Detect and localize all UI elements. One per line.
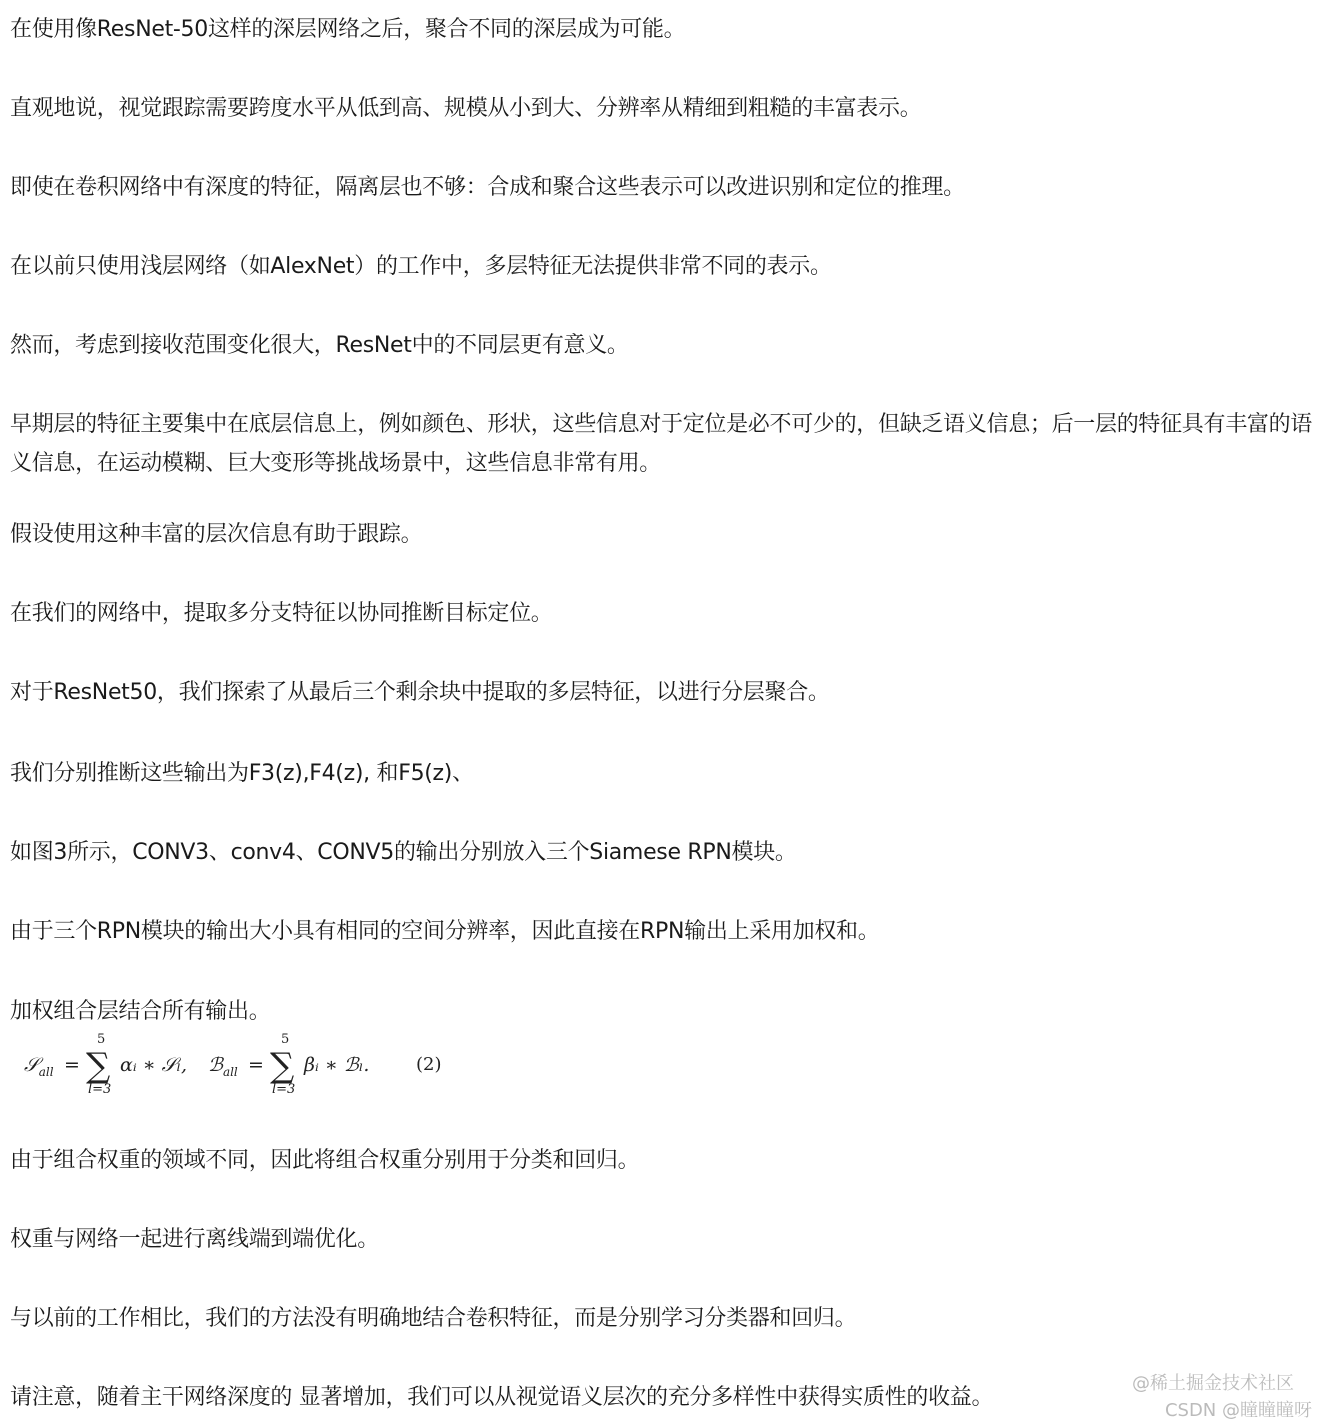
s-term: αᵢ ∗ 𝒮ₗ, xyxy=(120,1054,188,1076)
paragraph: 在使用像ResNet-50这样的深层网络之后，聚合不同的深层成为可能。 xyxy=(10,17,686,42)
sigma-icon: ∑ xyxy=(86,1046,111,1086)
watermark-juejin: @稀土掘金技术社区 xyxy=(1132,1373,1294,1394)
paragraph: 如图3所示，CONV3、conv4、CONV5的输出分别放入三个Siamese RPN模块。 xyxy=(10,840,797,865)
equation-2 xyxy=(24,1032,464,1102)
paragraph: 与以前的工作相比，我们的方法没有明确地结合卷积特征，而是分别学习分类器和回归。 xyxy=(10,1306,857,1331)
s-all-symbol: 𝒮$_{all}$ xyxy=(24,1054,54,1079)
paragraph: 对于ResNet50，我们探索了从最后三个剩余块中提取的多层特征，以进行分层聚合。 xyxy=(10,680,830,705)
equals-sign: = xyxy=(248,1054,264,1076)
sum-lower-limit: l=3 xyxy=(272,1082,296,1097)
equals-sign: = xyxy=(64,1054,80,1076)
paragraph: 假设使用这种丰富的层次信息有助于跟踪。 xyxy=(10,522,423,547)
paragraph: 由于组合权重的领域不同，因此将组合权重分别用于分类和回归。 xyxy=(10,1148,640,1173)
paragraph: 然而，考虑到接收范围变化很大，ResNet中的不同层更有意义。 xyxy=(10,333,629,358)
paragraph: 请注意，随着主干网络深度的 显著增加，我们可以从视觉语义层次的充分多样性中获得实质性的收益。 xyxy=(10,1385,994,1410)
paragraph: 在我们的网络中，提取多分支特征以协同推断目标定位。 xyxy=(10,601,553,626)
paragraph: 在以前只使用浅层网络（如AlexNet）的工作中，多层特征无法提供非常不同的表示。 xyxy=(10,254,832,279)
paragraph: 加权组合层结合所有输出。 xyxy=(10,999,271,1024)
paragraph: 权重与网络一起进行离线端到端优化。 xyxy=(10,1227,379,1252)
equation-number: (2) xyxy=(416,1054,442,1075)
paragraph: 即使在卷积网络中有深度的特征，隔离层也不够：合成和聚合这些表示可以改进识别和定位的推理。 xyxy=(10,175,965,200)
b-term: βᵢ ∗ ℬₗ. xyxy=(304,1054,370,1076)
watermark-csdn: CSDN @瞳瞳瞳呀 xyxy=(1164,1400,1312,1421)
sum-upper-limit: 5 xyxy=(281,1032,290,1047)
paragraph: 由于三个RPN模块的输出大小具有相同的空间分辨率，因此直接在RPN输出上采用加权和。 xyxy=(10,919,880,944)
sum-lower-limit: l=3 xyxy=(88,1082,112,1097)
b-all-symbol: ℬ$_{all}$ xyxy=(208,1054,238,1079)
sigma-icon: ∑ xyxy=(270,1046,295,1086)
paragraph: 早期层的特征主要集中在底层信息上，例如颜色、形状，这些信息对于定位是必不可少的，但缺乏语义信息；后一层的特征具有丰富的语义信息，在运动模糊、巨大变形等挑战场景中，这些信息非常有用。 xyxy=(10,412,1313,476)
paragraph: 直观地说，视觉跟踪需要跨度水平从低到高、规模从小到大、分辨率从精细到粗糙的丰富表示。 xyxy=(10,96,922,121)
sum-upper-limit: 5 xyxy=(97,1032,106,1047)
paragraph: 我们分别推断这些输出为F3(z),F4(z), 和F5(z)、 xyxy=(10,761,474,786)
